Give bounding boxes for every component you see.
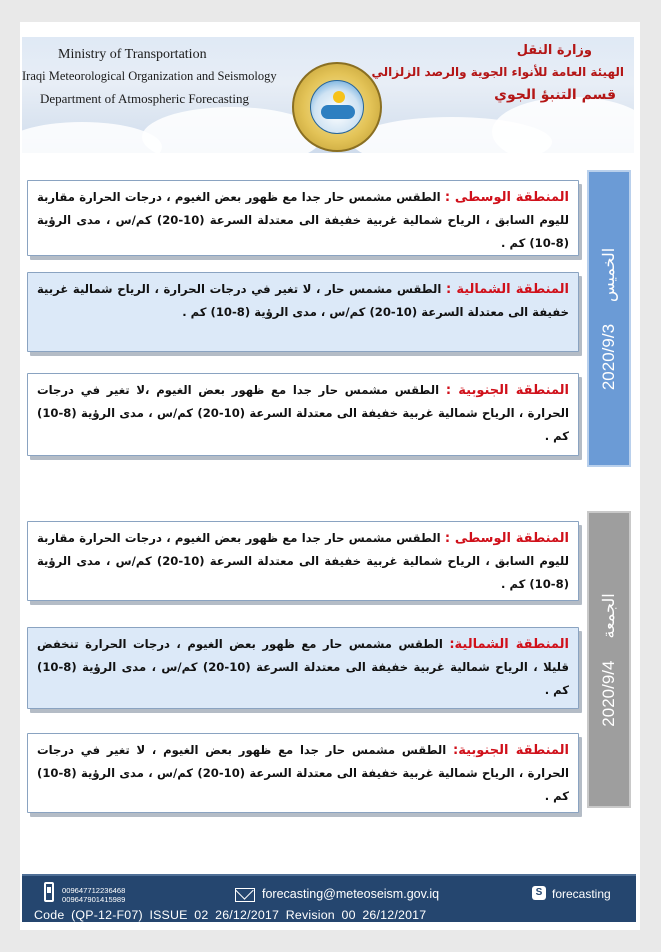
forecast-text: الطقس مشمس حار ، لا تغير في درجات الحرارة ، الرياح شمالية غربية خفيفة الى معتدلة السرعة (10-20) كم/س ، مدى الرؤية (8-10) كم . — [37, 282, 569, 319]
forecast-panel-day2-central — [27, 521, 579, 601]
forecast-text: الطقس مشمس حار جدا مع ظهور بعض الغيوم ، لا تغير في درجات الحرارة ، الرياح شمالية غربية خفيفة الى معتدلة السرعة (10-20) كم/س ، مدى الرؤية (8-10) كم . — [37, 743, 569, 803]
document-code-line: Code (QP-12-F07) ISSUE 02 26/12/2017 Revision 00 26/12/2017 — [34, 908, 427, 922]
forecast-text: الطقس مشمس حار جدا مع ظهور بعض الغيوم ، درجات الحرارة مقاربة لليوم السابق ، الرياح شمالية غربية خفيفة الى معتدلة السرعة (10-20) كم/س ، مدى الرؤية (8-10) كم . — [37, 190, 569, 250]
envelope-icon — [235, 888, 255, 902]
forecast-text: الطقس مشمس حار جدا مع ظهور بعض الغيوم ، درجات الحرارة مقاربة لليوم السابق ، الرياح شمالية غربية خفيفة الى معتدلة السرعة (10-20) كم/س ، مدى الرؤية (8-10) كم . — [37, 531, 569, 591]
forecast-panel-day2-south — [27, 733, 579, 813]
date-label: 2020/9/3 — [599, 323, 618, 390]
skype-icon: S — [532, 886, 546, 900]
forecast-panel-day1-central — [27, 180, 579, 256]
ministry-name-en: Ministry of Transportation — [58, 47, 207, 62]
region-name: المنطقة الوسطى : — [444, 531, 569, 546]
phone-number-1: 009647712236468 — [62, 886, 126, 895]
phone-numbers — [62, 886, 125, 904]
forecast-panel-day1-south — [27, 373, 579, 456]
day-name-label: الجمعة — [601, 592, 618, 639]
date-strip-day1 — [587, 170, 631, 467]
organization-name-en: Iraqi Meteorological Organization and Seismology — [22, 69, 277, 83]
phone-number-2: 009647901415989 — [62, 895, 126, 904]
footer-bar — [22, 874, 636, 922]
region-name: المنطقة الشمالية: — [449, 637, 569, 652]
department-name-en: Department of Atmospheric Forecasting — [40, 91, 250, 106]
forecast-text: الطقس مشمس حار جدا مع ظهور بعض الغيوم ،لا تغير في درجات الحرارة ، الرياح شمالية غربية خفيفة الى معتدلة السرعة (10-20) كم/س ، مدى الرؤية (8-10) كم . — [37, 383, 569, 443]
header-banner — [22, 37, 634, 153]
forecast-panel-day1-north — [27, 272, 579, 352]
region-name: المنطقة الشمالية : — [445, 282, 569, 297]
skype-handle[interactable]: forecasting — [552, 887, 611, 901]
day-name-label: الخميس — [601, 247, 618, 302]
organization-name-ar: الهيئة العامة للأنواء الجوية والرصد الزلزالي — [371, 65, 624, 79]
mobile-phone-icon — [44, 882, 54, 902]
date-strip-day2 — [587, 511, 631, 808]
email-link[interactable]: forecasting@meteoseism.gov.iq — [262, 887, 440, 901]
region-name: المنطقة الجنوبية : — [445, 383, 569, 398]
department-name-ar: قسم التنبؤ الجوي — [494, 87, 616, 103]
forecast-panel-day2-north — [27, 627, 579, 709]
region-name: المنطقة الوسطى : — [444, 190, 569, 205]
ministry-name-ar: وزارة النقل — [516, 43, 592, 58]
forecast-text: الطقس مشمس حار مع ظهور بعض الغيوم ، درجات الحرارة تنخفض قليلا ، الرياح شمالية غربية خفيفة الى معتدلة السرعة (10-20) كم/س ، مدى الرؤية (8-10) كم . — [37, 637, 569, 697]
region-name: المنطقة الجنوبية: — [453, 743, 569, 758]
organization-logo — [292, 62, 382, 152]
date-label: 2020/9/4 — [599, 660, 618, 727]
